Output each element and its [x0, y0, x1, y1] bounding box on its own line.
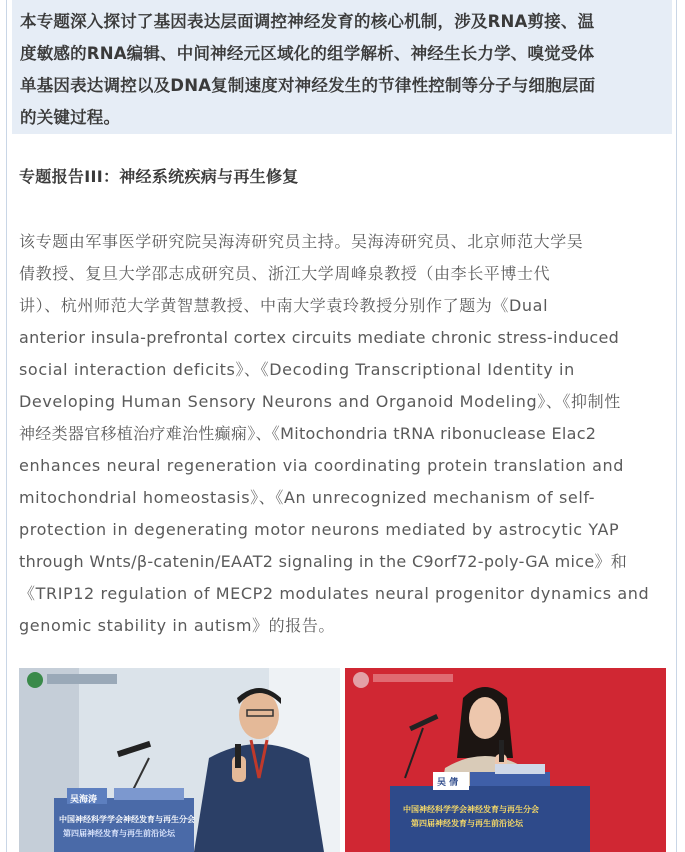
body-line: mitochondrial homeostasis》、《An unrecognized mechanism of self-: [19, 488, 596, 507]
body-line: 《TRIP12 regulation of MECP2 modulates neural progenitor dynamics and: [19, 584, 650, 603]
podium-text-left-2: 第四届神经发育与再生前沿论坛: [63, 829, 175, 838]
body-line: social interaction deficits》、《Decoding Transcriptional Identity in: [19, 360, 575, 379]
photo-row: [19, 668, 666, 852]
body-line: through Wnts/β-catenin/EAAT2 signaling in the C9orf72-poly-GA mice》和: [19, 552, 628, 571]
body-line: Developing Human Sensory Neurons and Organoid Modeling》、《抑制性: [19, 392, 621, 411]
body-line: protection in degenerating motor neurons mediated by astrocytic YAP: [19, 520, 620, 539]
body-line: 该专题由军事医学研究院吴海涛研究员主持。吴海涛研究员、北京师范大学吴: [19, 232, 584, 251]
intro-line: 单基因表达调控以及DNA复制速度对神经发生的节律性控制等分子与细胞层面: [20, 76, 596, 95]
intro-line: 度敏感的RNA编辑、中间神经元区域化的组学解析、神经生长力学、嗅觉受体: [20, 44, 595, 63]
podium-text-left-1: 中国神经科学学会神经发育与再生分会: [59, 815, 195, 824]
body-line: enhances neural regeneration via coordinating protein translation and: [19, 456, 625, 475]
nameplate-left: 吴海涛: [70, 795, 98, 805]
intro-line: 本专题深入探讨了基因表达层面调控神经发育的核心机制，涉及RNA剪接、温: [20, 12, 595, 31]
body-line: 倩教授、复旦大学邵志成研究员、浙江大学周峰泉教授（由李长平博士代: [19, 264, 551, 283]
intro-paragraph: [18, 6, 672, 134]
body-paragraph: [19, 226, 665, 642]
podium-text-right-2: 第四届神经发育与再生前沿论坛: [411, 819, 523, 828]
body-line: anterior insula-prefrontal cortex circuits mediate chronic stress-induced: [19, 328, 620, 347]
podium-text-right-1: 中国神经科学学会神经发育与再生分会: [403, 805, 539, 814]
speaker-photo-right[interactable]: [345, 668, 666, 852]
body-line: 神经类器官移植治疗难治性癫痫》、《Mitochondria tRNA ribonuclease Elac2: [19, 424, 597, 443]
speaker-photo-left[interactable]: [19, 668, 340, 852]
body-line: genomic stability in autism》的报告。: [19, 616, 336, 635]
nameplate-right: 吴 倩: [437, 778, 459, 788]
intro-line: 的关键过程。: [20, 108, 121, 127]
section-heading: 专题报告III：神经系统疾病与再生修复: [19, 167, 299, 186]
body-line: 讲）、杭州师范大学黄智慧教授、中南大学袁玲教授分别作了题为《Dual: [19, 296, 549, 315]
